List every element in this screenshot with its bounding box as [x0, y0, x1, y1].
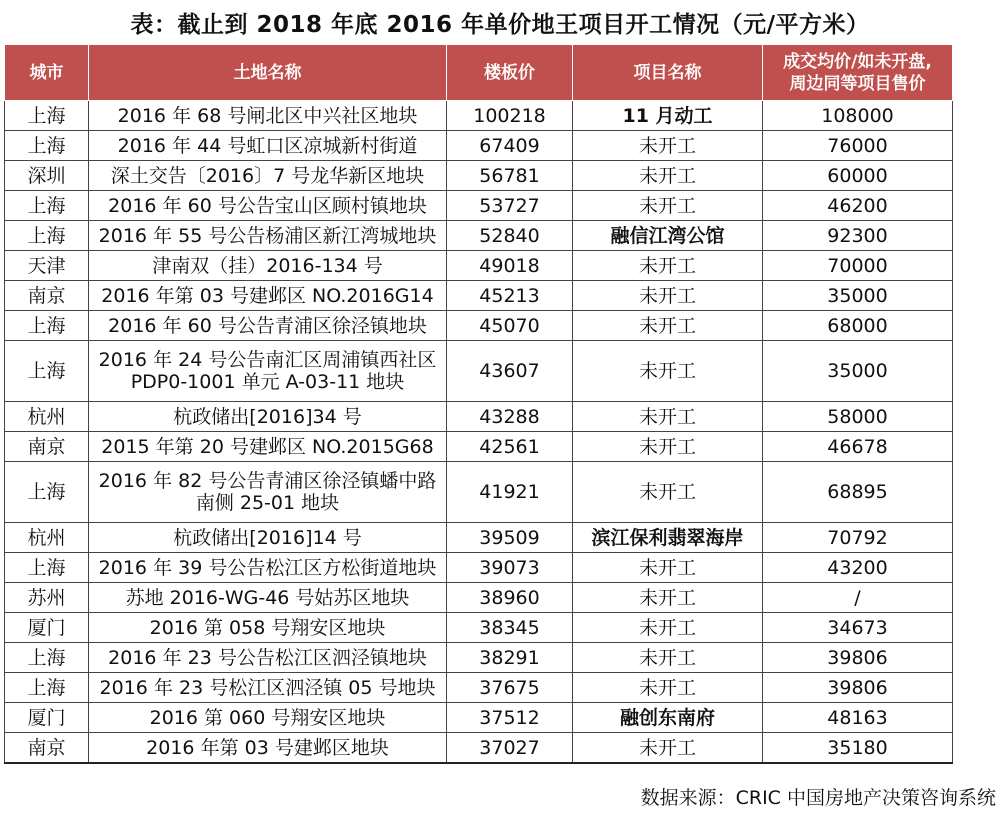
cell-sale-price: 35180	[763, 733, 953, 764]
cell-sale-price: /	[763, 583, 953, 613]
cell-project-name: 未开工	[573, 613, 763, 643]
table-row	[5, 311, 953, 341]
cell-sale-price: 70792	[763, 523, 953, 553]
cell-city: 杭州	[5, 523, 89, 553]
cell-project-name: 未开工	[573, 281, 763, 311]
cell-floor-price: 56781	[447, 161, 573, 191]
cell-floor-price: 38960	[447, 583, 573, 613]
cell-land-name: 2016 年 24 号公告南汇区周浦镇西社区 PDP0-1001 单元 A-03-11 地块	[89, 341, 447, 402]
cell-project-name: 滨江保利翡翠海岸	[573, 523, 763, 553]
cell-sale-price: 48163	[763, 703, 953, 733]
table-title: 表：截止到 2018 年底 2016 年单价地王项目开工情况（元/平方米）	[130, 12, 870, 38]
cell-sale-price: 108000	[763, 101, 953, 131]
cell-land-name: 2016 年 23 号松江区泗泾镇 05 号地块	[89, 673, 447, 703]
cell-land-name: 2016 年 55 号公告杨浦区新江湾城地块	[89, 221, 447, 251]
cell-floor-price: 41921	[447, 462, 573, 523]
table-row	[5, 673, 953, 703]
cell-city: 厦门	[5, 703, 89, 733]
cell-sale-price: 43200	[763, 553, 953, 583]
cell-sale-price: 46200	[763, 191, 953, 221]
table-row	[5, 131, 953, 161]
cell-land-name: 苏地 2016-WG-46 号姑苏区地块	[89, 583, 447, 613]
cell-floor-price: 39509	[447, 523, 573, 553]
header-row	[5, 45, 953, 101]
cell-land-name: 2016 第 060 号翔安区地块	[89, 703, 447, 733]
table-row	[5, 341, 953, 402]
table-row	[5, 703, 953, 733]
cell-land-name: 2016 年第 03 号建邺区 NO.2016G14	[89, 281, 447, 311]
table-row	[5, 613, 953, 643]
cell-project-name: 融信江湾公馆	[573, 221, 763, 251]
cell-city: 上海	[5, 311, 89, 341]
header-floor-price: 楼板价	[447, 45, 573, 101]
cell-sale-price: 92300	[763, 221, 953, 251]
cell-project-name: 未开工	[573, 643, 763, 673]
cell-land-name: 2016 年 60 号公告宝山区顾村镇地块	[89, 191, 447, 221]
cell-floor-price: 42561	[447, 432, 573, 462]
cell-city: 南京	[5, 432, 89, 462]
table-row	[5, 583, 953, 613]
cell-project-name: 未开工	[573, 553, 763, 583]
header-sale-price: 成交均价/如未开盘, 周边同等项目售价	[763, 45, 953, 101]
cell-land-name: 2016 年第 03 号建邺区地块	[89, 733, 447, 764]
cell-sale-price: 46678	[763, 432, 953, 462]
cell-sale-price: 68000	[763, 311, 953, 341]
cell-sale-price: 39806	[763, 643, 953, 673]
cell-city: 上海	[5, 221, 89, 251]
cell-floor-price: 49018	[447, 251, 573, 281]
cell-project-name: 未开工	[573, 311, 763, 341]
cell-city: 上海	[5, 341, 89, 402]
table-row	[5, 191, 953, 221]
cell-project-name: 未开工	[573, 161, 763, 191]
cell-city: 上海	[5, 101, 89, 131]
table-row	[5, 161, 953, 191]
cell-land-name: 深土交告〔2016〕7 号龙华新区地块	[89, 161, 447, 191]
land-king-table	[4, 44, 953, 764]
cell-project-name: 未开工	[573, 583, 763, 613]
cell-floor-price: 100218	[447, 101, 573, 131]
cell-city: 上海	[5, 643, 89, 673]
table-row	[5, 221, 953, 251]
cell-sale-price: 60000	[763, 161, 953, 191]
header-project-name: 项目名称	[573, 45, 763, 101]
cell-floor-price: 43288	[447, 402, 573, 432]
cell-sale-price: 35000	[763, 341, 953, 402]
cell-floor-price: 67409	[447, 131, 573, 161]
cell-project-name: 未开工	[573, 402, 763, 432]
header-city: 城市	[5, 45, 89, 101]
cell-sale-price: 34673	[763, 613, 953, 643]
cell-city: 深圳	[5, 161, 89, 191]
cell-city: 南京	[5, 733, 89, 764]
cell-floor-price: 38291	[447, 643, 573, 673]
cell-land-name: 2016 年 39 号公告松江区方松街道地块	[89, 553, 447, 583]
cell-city: 上海	[5, 462, 89, 523]
cell-land-name: 杭政储出[2016]34 号	[89, 402, 447, 432]
table-row	[5, 643, 953, 673]
cell-floor-price: 37512	[447, 703, 573, 733]
cell-project-name: 11 月动工	[573, 101, 763, 131]
table-row	[5, 523, 953, 553]
cell-project-name: 未开工	[573, 432, 763, 462]
cell-city: 上海	[5, 191, 89, 221]
table-row	[5, 462, 953, 523]
cell-land-name: 津南双（挂）2016-134 号	[89, 251, 447, 281]
cell-city: 厦门	[5, 613, 89, 643]
data-source: 数据来源：CRIC 中国房地产决策咨询系统	[640, 787, 996, 809]
cell-project-name: 未开工	[573, 341, 763, 402]
cell-city: 上海	[5, 131, 89, 161]
cell-sale-price: 70000	[763, 251, 953, 281]
cell-land-name: 2016 年 44 号虹口区凉城新村街道	[89, 131, 447, 161]
table-row	[5, 553, 953, 583]
cell-floor-price: 37675	[447, 673, 573, 703]
cell-floor-price: 37027	[447, 733, 573, 764]
cell-sale-price: 76000	[763, 131, 953, 161]
table-row	[5, 432, 953, 462]
cell-floor-price: 38345	[447, 613, 573, 643]
cell-sale-price: 39806	[763, 673, 953, 703]
cell-city: 上海	[5, 553, 89, 583]
cell-project-name: 未开工	[573, 191, 763, 221]
cell-city: 南京	[5, 281, 89, 311]
table-row	[5, 251, 953, 281]
table-row	[5, 281, 953, 311]
cell-city: 天津	[5, 251, 89, 281]
table-row	[5, 101, 953, 131]
cell-land-name: 2016 年 68 号闸北区中兴社区地块	[89, 101, 447, 131]
table-row	[5, 402, 953, 432]
cell-city: 杭州	[5, 402, 89, 432]
table-row	[5, 733, 953, 764]
cell-land-name: 2016 年 82 号公告青浦区徐泾镇蟠中路 南侧 25-01 地块	[89, 462, 447, 523]
cell-floor-price: 53727	[447, 191, 573, 221]
cell-land-name: 2016 年 23 号公告松江区泗泾镇地块	[89, 643, 447, 673]
cell-city: 上海	[5, 673, 89, 703]
cell-project-name: 融创东南府	[573, 703, 763, 733]
cell-floor-price: 52840	[447, 221, 573, 251]
cell-project-name: 未开工	[573, 131, 763, 161]
cell-project-name: 未开工	[573, 733, 763, 764]
cell-floor-price: 45070	[447, 311, 573, 341]
cell-floor-price: 39073	[447, 553, 573, 583]
cell-land-name: 2016 第 058 号翔安区地块	[89, 613, 447, 643]
cell-city: 苏州	[5, 583, 89, 613]
cell-land-name: 2015 年第 20 号建邺区 NO.2015G68	[89, 432, 447, 462]
header-land-name: 土地名称	[89, 45, 447, 101]
cell-floor-price: 45213	[447, 281, 573, 311]
cell-land-name: 2016 年 60 号公告青浦区徐泾镇地块	[89, 311, 447, 341]
cell-project-name: 未开工	[573, 251, 763, 281]
cell-land-name: 杭政储出[2016]14 号	[89, 523, 447, 553]
cell-sale-price: 35000	[763, 281, 953, 311]
cell-sale-price: 68895	[763, 462, 953, 523]
cell-project-name: 未开工	[573, 462, 763, 523]
cell-sale-price: 58000	[763, 402, 953, 432]
cell-floor-price: 43607	[447, 341, 573, 402]
cell-project-name: 未开工	[573, 673, 763, 703]
